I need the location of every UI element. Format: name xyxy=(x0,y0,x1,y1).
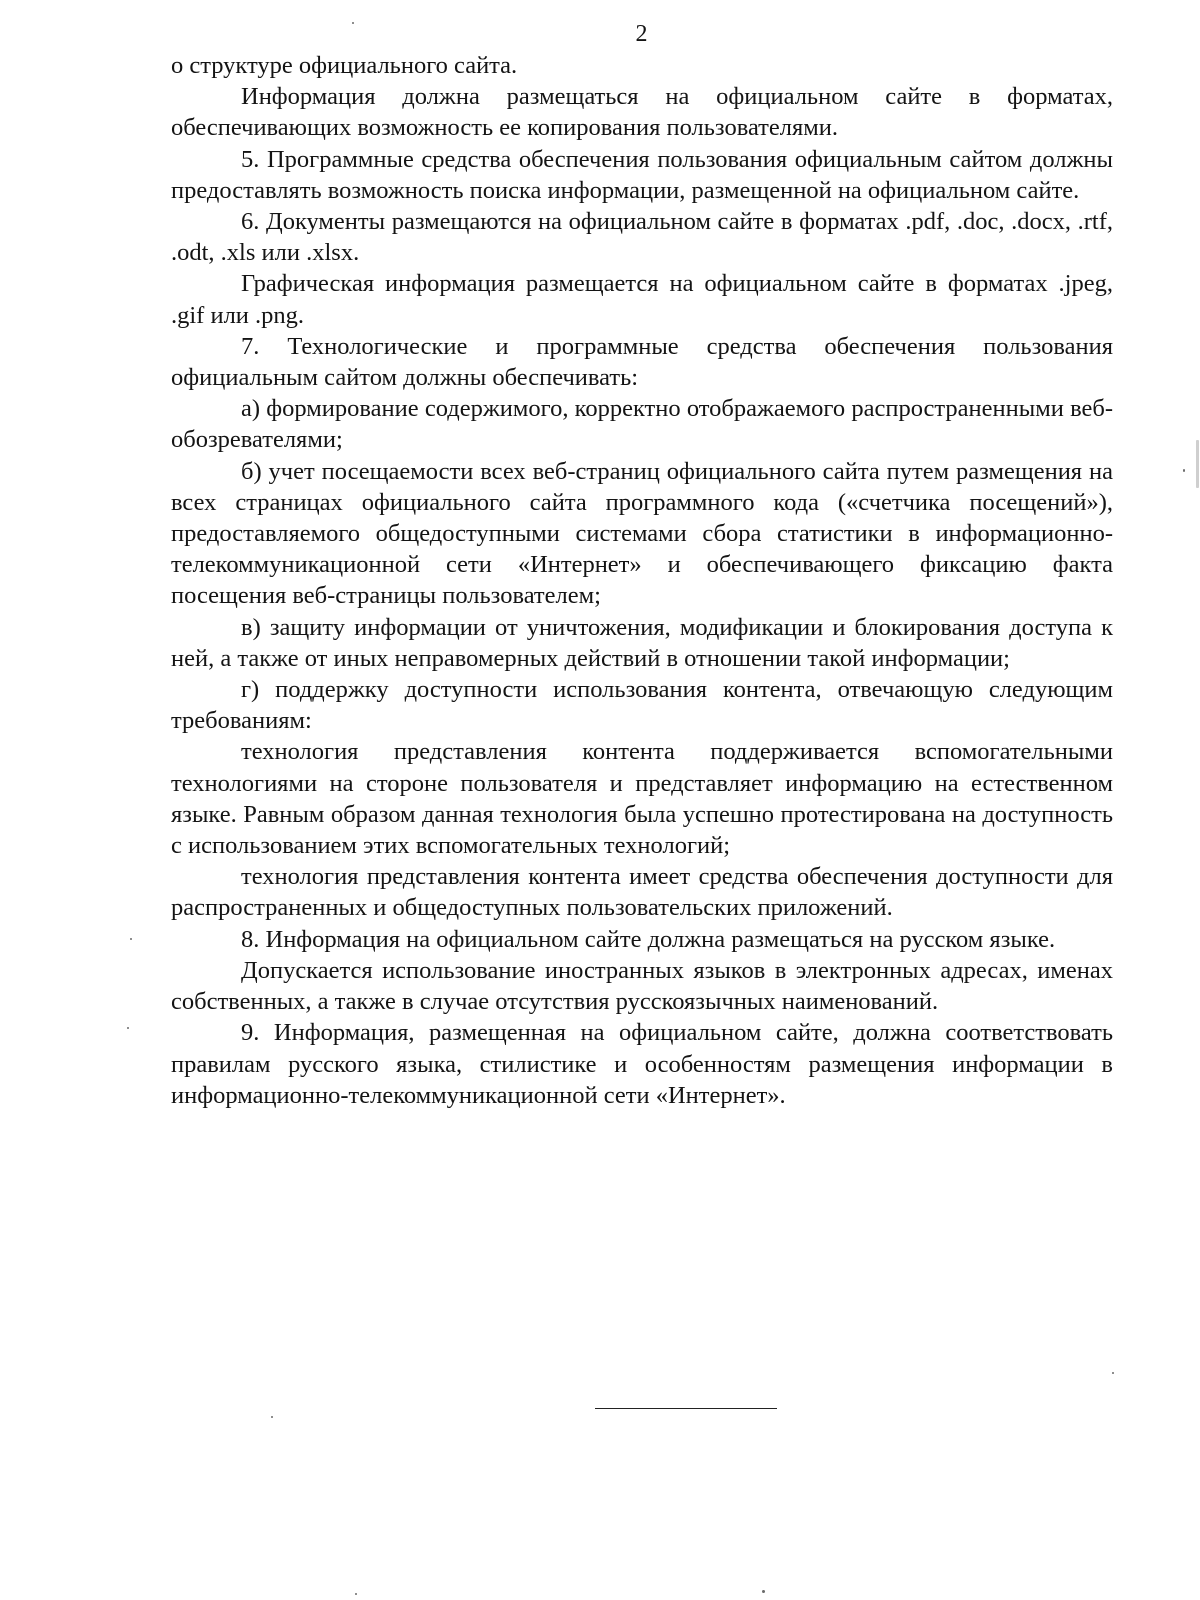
paragraph-item-6: 6. Документы размещаются на официальном сайте в форматах .pdf, .doc, .docx, .rtf, .odt, .xls или .xlsx. xyxy=(171,208,1113,267)
paragraph-item-7v: в) защиту информации от уничтожения, модификации и блокирования доступа к ней, а также от иных неправомерных действий в отношении такой информации; xyxy=(171,613,1113,672)
paragraph-item-7a: а) формирование содержимого, корректно отображаемого распространенными веб-обозревателями; xyxy=(171,395,1113,454)
paragraph-item-7: 7. Технологические и программные средства обеспечения пользования официальным сайтом должны обеспечивать: xyxy=(171,332,1113,392)
scan-speck xyxy=(352,22,354,24)
paragraph-item-9: 9. Информация, размещенная на официальном сайте, должна соответствовать правилам русского языка, стилистике и особенностям размещения информации в информационно-телекоммуникационной сети «Интернет». xyxy=(171,1019,1113,1109)
scan-speck xyxy=(1112,1372,1114,1374)
paragraph-item-8: 8. Информация на официальном сайте должна размещаться на русском языке. xyxy=(241,925,1056,953)
paragraph-continuation: о структуре официального сайта. xyxy=(171,52,518,79)
paragraph-copy-formats: Информация должна размещаться на официальном сайте в форматах, обеспечивающих возможность ее копирования пользователями. xyxy=(171,83,1113,142)
end-divider-line xyxy=(595,1408,777,1409)
paragraph-item-7g: г) поддержку доступности использования контента, отвечающую следующим требованиям: xyxy=(171,676,1113,735)
scan-speck xyxy=(1196,440,1199,488)
paragraph-foreign-languages: Допускается использование иностранных языков в электронных адресах, именах собственных, а также в случае отсутствия русскоязычных наименований. xyxy=(171,956,1113,1016)
scan-speck xyxy=(762,1590,765,1593)
paragraph-requirement-2: технология представления контента имеет средства обеспечения доступности для распространенных и общедоступных пользовательских приложений. xyxy=(171,863,1113,922)
scan-speck xyxy=(271,1416,273,1418)
scan-speck xyxy=(1183,469,1185,472)
document-body xyxy=(171,50,1113,1111)
scan-speck xyxy=(130,938,132,940)
scan-speck xyxy=(127,1027,129,1029)
paragraph-graphic-formats: Графическая информация размещается на официальном сайте в форматах .jpeg, .gif или .png. xyxy=(171,270,1113,329)
page-number: 2 xyxy=(635,21,648,47)
paragraph-requirement-1: технология представления контента поддерживается вспомогательными технологиями на стороне пользователя и представляет информацию на естественном языке. Равным образом данная технология была успешно протестирована на доступность с использованием этих вспомогательных технологий; xyxy=(171,738,1113,860)
paragraph-item-7b: б) учет посещаемости всех веб-страниц официального сайта путем размещения на всех страницах официального сайта программного кода («счетчика посещений»), предоставляемого общедоступными системами сбора статистики в информационно-телекоммуникационной сети «Интернет» и обеспечивающего фиксацию факта посещения веб-страницы пользователем; xyxy=(171,457,1113,610)
scan-speck xyxy=(355,1593,357,1595)
paragraph-item-5: 5. Программные средства обеспечения пользования официальным сайтом должны предоставлять возможность поиска информации, размещенной на официальном сайте. xyxy=(171,145,1113,204)
